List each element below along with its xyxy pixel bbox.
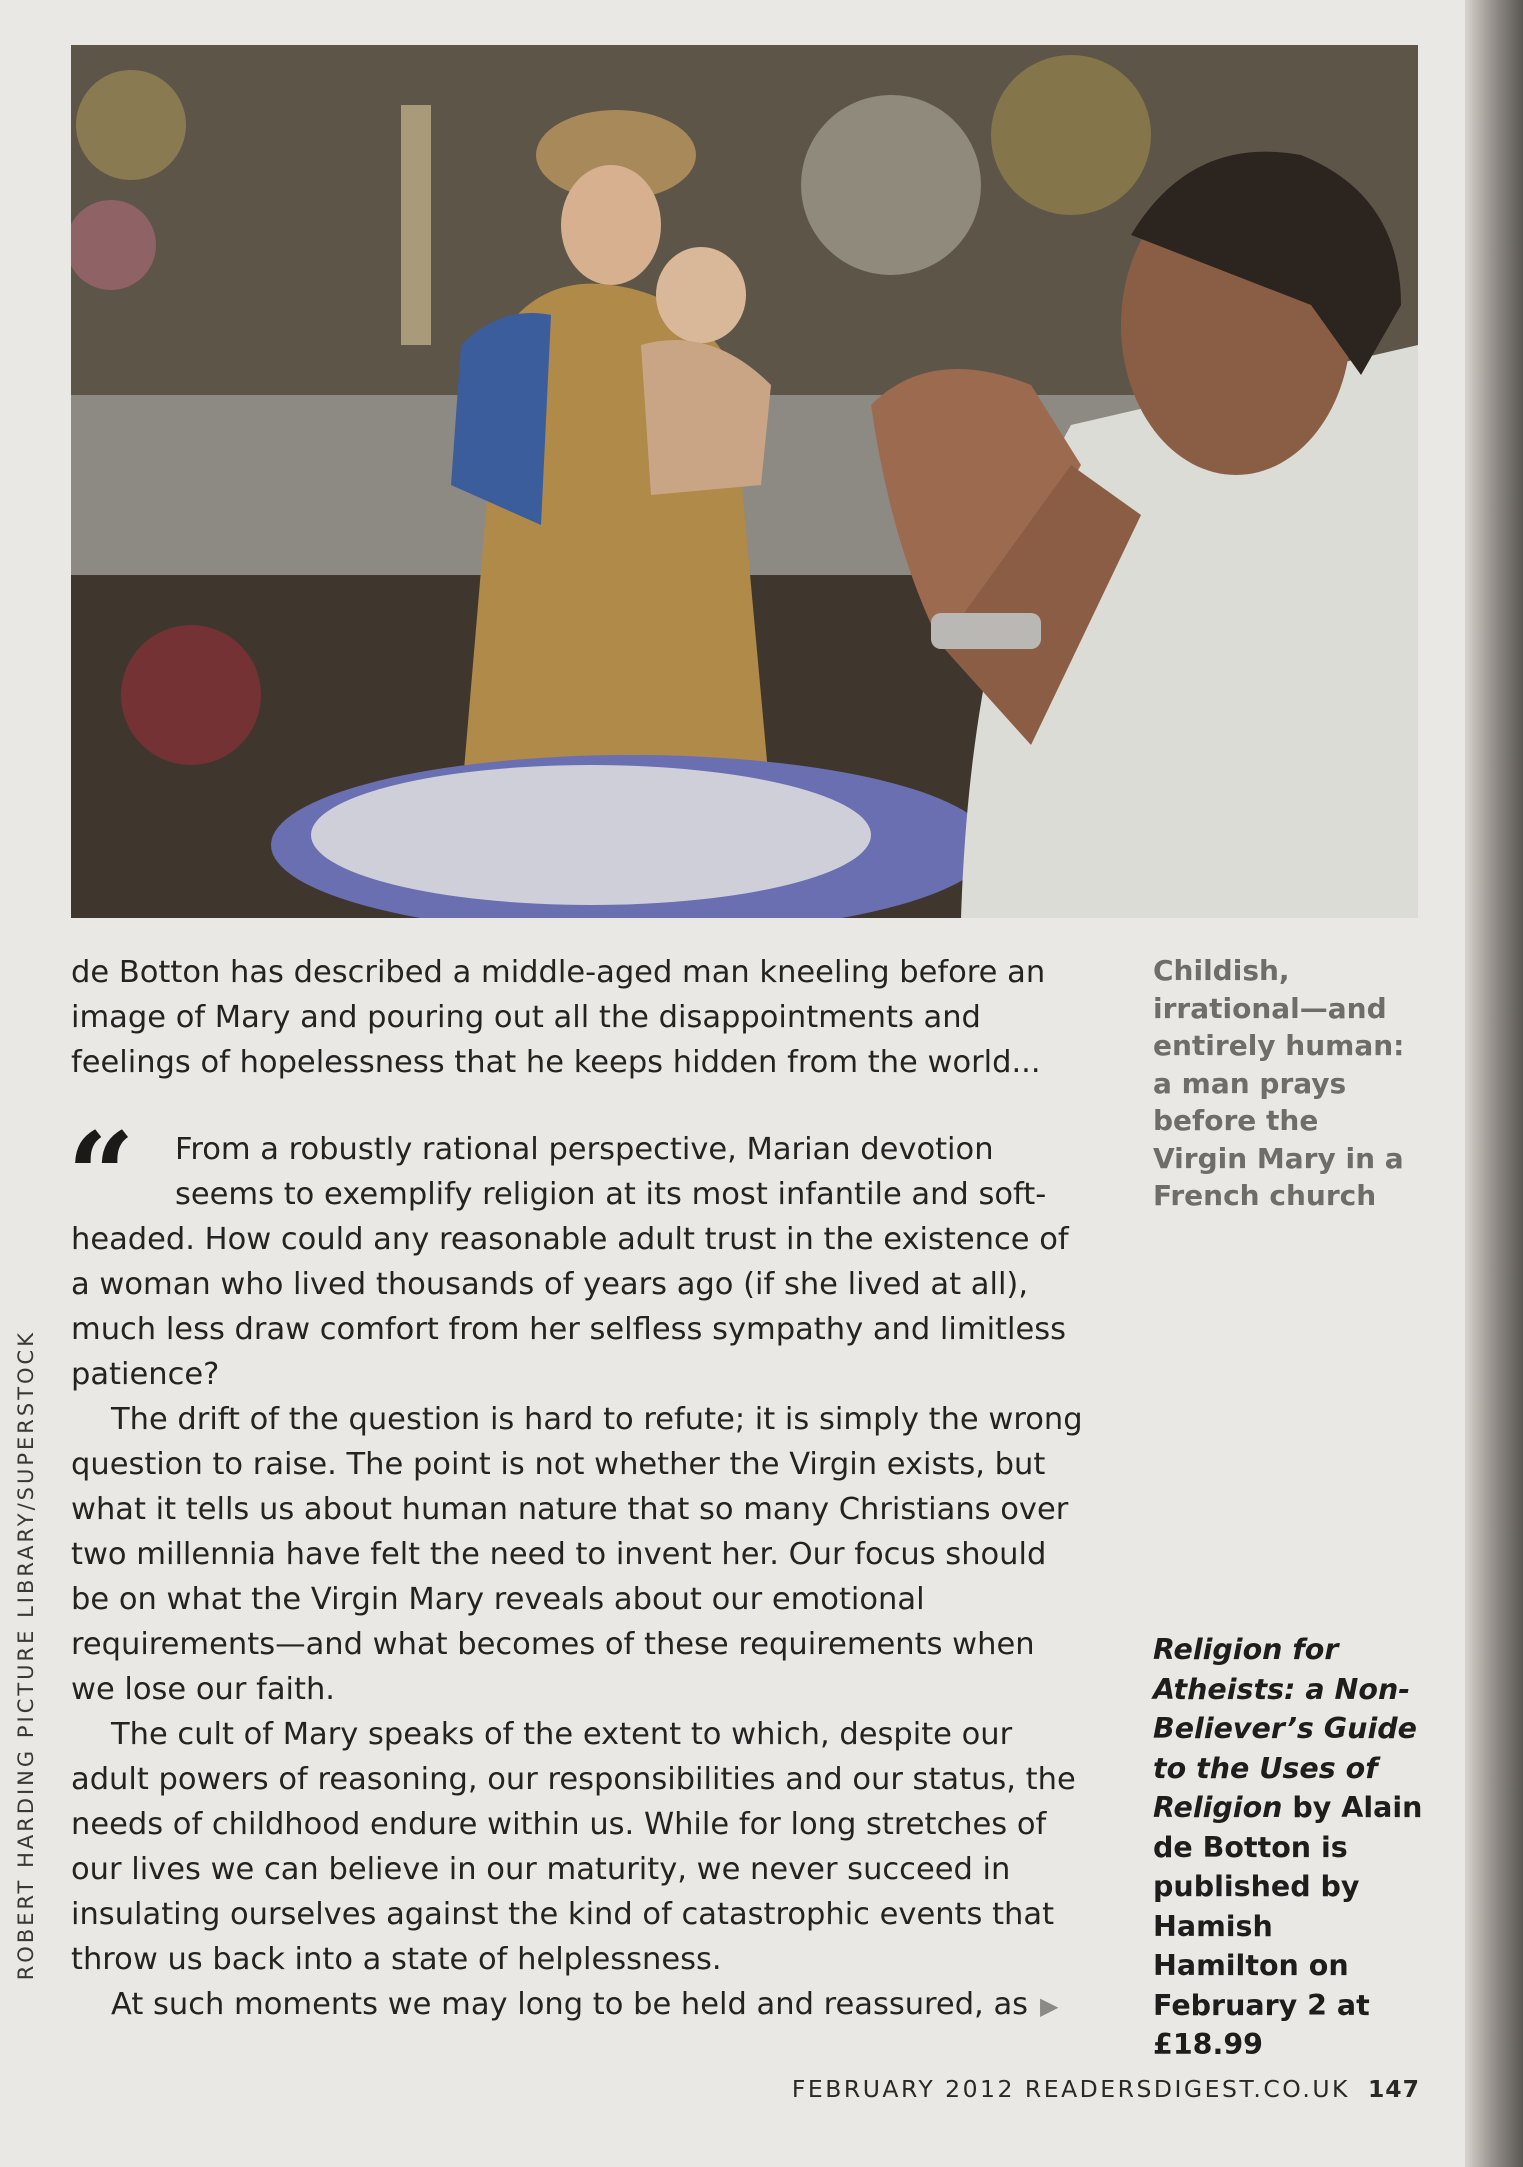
book-title: Religion for Atheists: a Non-Believer’s Guide to the Uses of Religion <box>1153 1633 1417 1824</box>
open-quote-mark: “ <box>67 1106 129 1245</box>
statue-face <box>561 165 661 285</box>
body-paragraph-2: The drift of the question is hard to refute; it is simply the wrong question to raise. The point is not whether the Virgin exists, but what it tells us about human nature that so many Christians over two millennia have felt the need to invent her. Our focus should be on what the Virgin Mary reveals about our emotional requirements—and what becomes of these requirements when we lose our faith. <box>71 1402 1083 1707</box>
page-number: 147 <box>1367 2075 1420 2103</box>
child-head <box>656 247 746 343</box>
body-paragraph-4 <box>71 1982 1083 2029</box>
quote-paragraph <box>67 1106 1083 1397</box>
continue-arrow-icon: ▶ <box>1040 1992 1059 2020</box>
page-footer <box>740 2075 1420 2103</box>
flowers-yellow <box>991 55 1151 215</box>
body-paragraph-4-text: At such moments we may long to be held and reassured, as <box>111 1987 1029 2022</box>
flowers-red <box>121 625 261 765</box>
book-details: by Alain de Botton is published by Hamish Hamilton on February 2 at £18.99 <box>1153 1791 1423 2061</box>
photo-illustration <box>71 45 1418 918</box>
crucifix <box>401 105 431 345</box>
book-note <box>1153 1630 1423 2065</box>
article-photo <box>71 45 1418 918</box>
wristwatch <box>931 613 1041 649</box>
body-paragraph-3: The cult of Mary speaks of the extent to which, despite our adult powers of reasoning, our responsibilities and our status, the needs of childhood endure within us. While for long stretches of our lives we can believe in our maturity, we never succeed in insulating ourselves against the kind of catastrophic events that throw us back into a state of helplessness. <box>71 1717 1076 1977</box>
footer-issue-site: FEBRUARY 2012 READERSDIGEST.CO.UK <box>791 2075 1350 2103</box>
flower-base-white <box>311 765 871 905</box>
quote-paragraph-text: From a robustly rational perspective, Marian devotion seems to exemplify religion at its most infantile and soft-headed. How could any reasonable adult trust in the existence of a woman who lived thousands of years ago (if she lived at all), much less draw comfort from her selfless sympathy and limitless patience? <box>71 1132 1069 1392</box>
flowers-white <box>801 95 981 275</box>
intro-paragraph: de Botton has described a middle-aged man kneeling before an image of Mary and pouring out all the disappointments and feelings of hopelessness that he keeps hidden from the world... <box>71 955 1046 1080</box>
flowers-left <box>76 70 186 180</box>
article-body <box>67 950 1083 2029</box>
page-edge <box>1465 0 1523 2167</box>
photo-credit: ROBERT HARDING PICTURE LIBRARY/SUPERSTOCK <box>14 1330 38 1981</box>
photo-caption: Childish, irrational—and entirely human: a man prays before the Virgin Mary in a French church <box>1153 954 1405 1212</box>
